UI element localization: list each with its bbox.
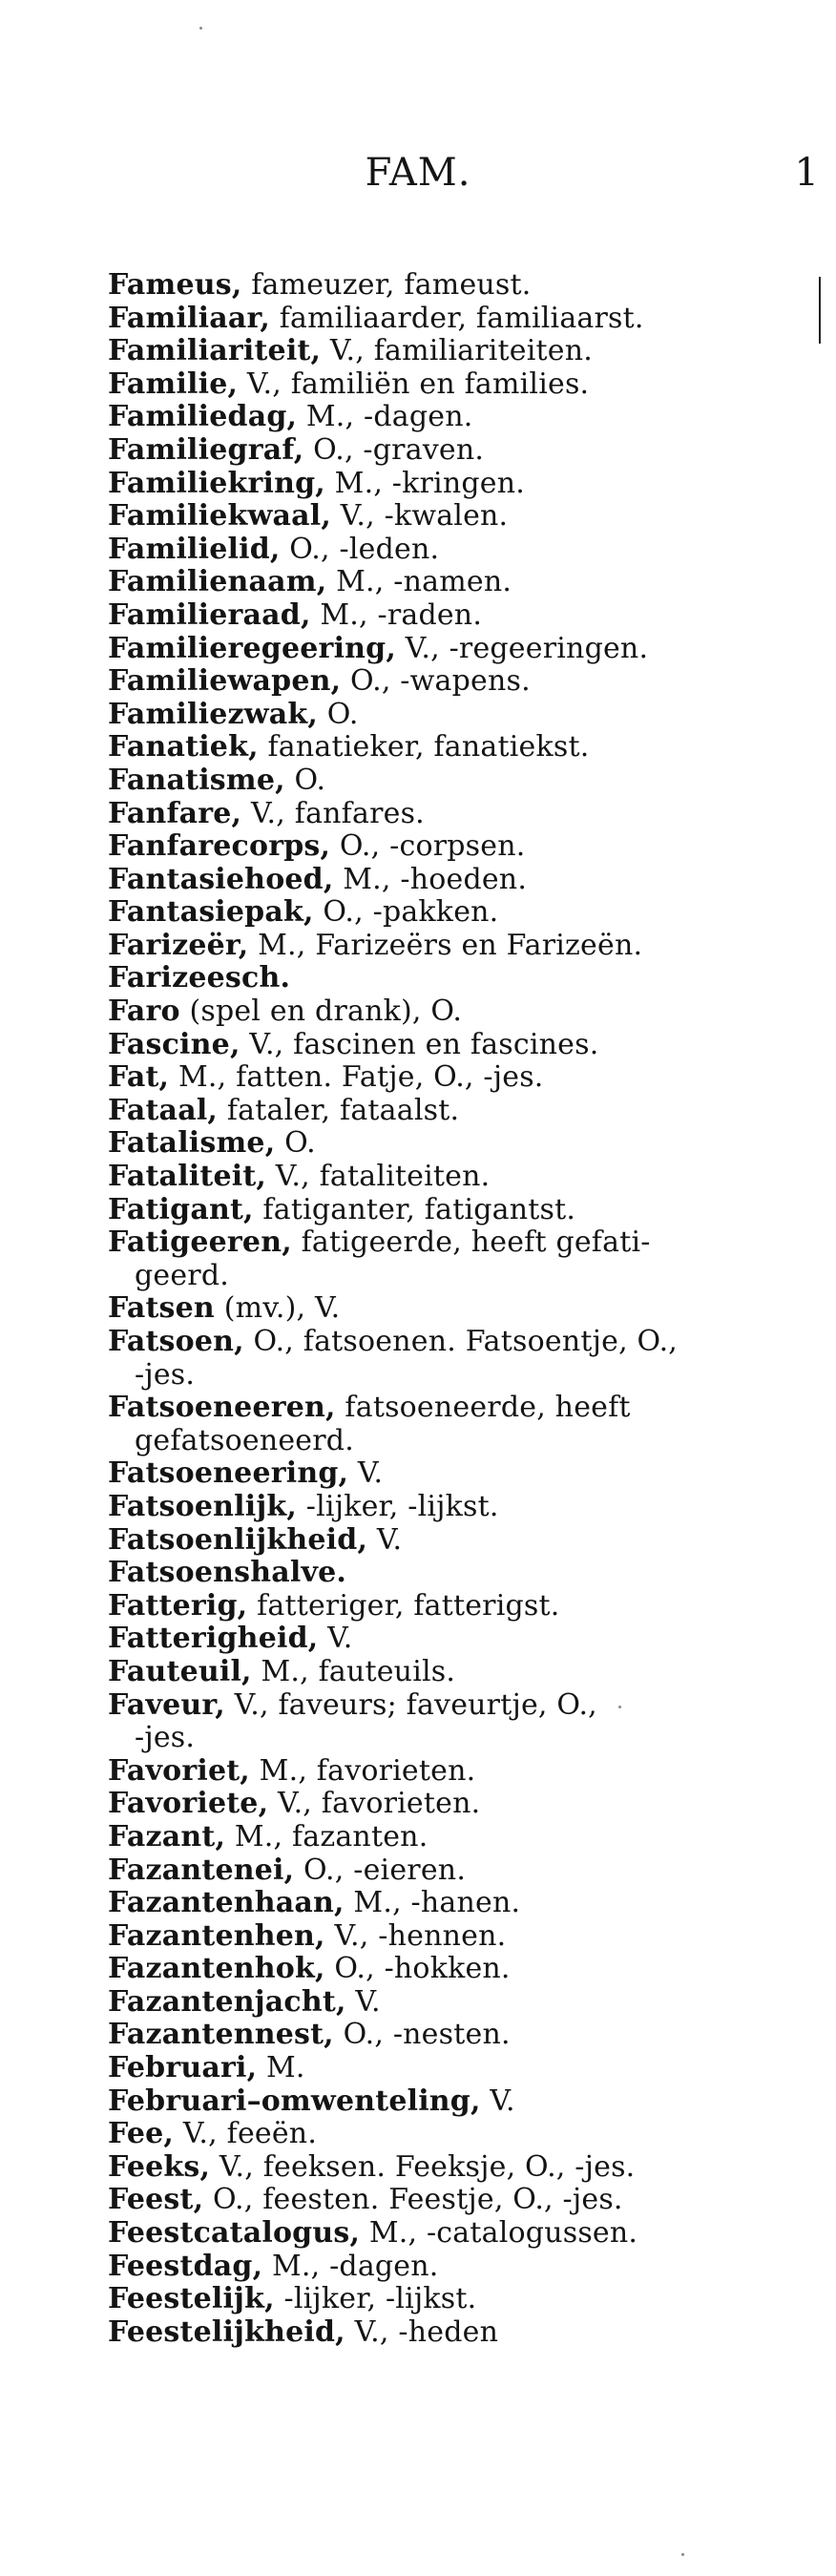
dictionary-entry (108, 1788, 814, 1821)
entry-continuation: geerd. (135, 1258, 229, 1292)
dictionary-entry (108, 1491, 814, 1524)
entry-definition: O. (318, 697, 359, 731)
entry-definition: V., favorieten. (268, 1787, 481, 1821)
dictionary-entry (108, 2217, 814, 2251)
entry-headword: Fatsoeneeren, (108, 1391, 336, 1425)
entry-headword: Fatigeeren, (108, 1225, 292, 1260)
dictionary-entry (108, 566, 814, 599)
entry-definition: M., -dagen. (262, 2249, 439, 2283)
dictionary-entry (108, 1986, 814, 2020)
dictionary-entry (108, 1127, 814, 1161)
entry-headword: Familieraad, (108, 597, 311, 632)
entry-headword: Fazantenhok, (108, 1952, 325, 1986)
dictionary-entry (108, 1392, 814, 1457)
entry-headword: Fanatisme, (108, 763, 285, 797)
entry-definition: V., -hennen. (324, 1918, 507, 1953)
entry-definition: O., -nesten. (333, 2018, 511, 2052)
entry-definition: M., -hanen. (344, 1886, 521, 1920)
dictionary-entry (108, 303, 814, 336)
entry-headword: Familieregeering, (108, 631, 396, 665)
entry-headword: Fameus, (108, 268, 242, 302)
entry-headword: Fazantennest, (108, 2018, 334, 2052)
dictionary-entry (108, 1623, 814, 1656)
dictionary-entry (108, 995, 814, 1029)
dictionary-entry (108, 731, 814, 764)
dictionary-entry (108, 1656, 814, 1689)
entry-definition: V. (480, 2084, 515, 2118)
entry-definition: V. (367, 1522, 403, 1557)
entry-headword: Familiekring, (108, 466, 325, 500)
entry-definition: V., familiën en families. (238, 367, 590, 401)
entry-definition: M., fazanten. (225, 1819, 428, 1853)
entry-continuation: -jes. (135, 1721, 196, 1755)
entry-headword: Fatterigheid, (108, 1622, 319, 1656)
entry-definition: O., feesten. Feestje, O., -jes. (203, 2183, 623, 2217)
dictionary-entry (108, 699, 814, 732)
entry-definition: M., fauteuils. (251, 1654, 456, 1688)
dictionary-entry (108, 534, 814, 567)
entry-headword: Familie, (108, 367, 239, 401)
dictionary-entry (108, 1326, 814, 1392)
dictionary-entry (108, 1557, 814, 1590)
dictionary-entry (108, 2019, 814, 2052)
dictionary-entry (108, 269, 814, 303)
dictionary-entry (108, 633, 814, 666)
dictionary-entry (108, 864, 814, 897)
entry-headword: Favoriet, (108, 1753, 250, 1788)
entry-definition: fatiganter, fatigantst. (253, 1192, 576, 1226)
entry-definition: V., faveurs; faveurtje, O., (224, 1687, 597, 1722)
entry-definition: M., Farizeërs en Farizeën. (248, 928, 643, 962)
entry-definition: O., -leden. (280, 532, 440, 566)
entry-definition: -lijker, -lijkst. (297, 1489, 499, 1523)
entry-headword: Favoriete, (108, 1787, 269, 1821)
dictionary-entry (108, 1226, 814, 1292)
dictionary-entry (108, 896, 814, 930)
entry-headword: Fatsoeneering, (108, 1456, 349, 1491)
entry-definition: M., -namen. (326, 565, 512, 599)
entry-headword: Farizeër, (108, 928, 249, 962)
entry-headword: Familiaar, (108, 301, 270, 335)
entry-headword: Fatalisme, (108, 1126, 276, 1161)
dictionary-entry (108, 1524, 814, 1558)
entry-continuation: gefatsoeneerd. (135, 1423, 354, 1457)
entry-headword: Fanfare, (108, 796, 242, 830)
entry-headword: Fatsoenlijkheid, (108, 1522, 368, 1557)
dictionary-entry (108, 930, 814, 963)
dictionary-entry (108, 665, 814, 699)
entry-headword: Fascine, (108, 1027, 240, 1061)
dictionary-entry (108, 2184, 814, 2217)
entry-definition: O., -wapens. (341, 664, 531, 699)
dictionary-entry (108, 500, 814, 534)
entry-headword: Fatsoenlijk, (108, 1489, 298, 1523)
dictionary-entry (108, 1887, 814, 1920)
dictionary-entry (108, 2118, 814, 2151)
entry-headword: Feest, (108, 2183, 204, 2217)
entry-headword: Fazantenjacht, (108, 1984, 346, 2019)
entry-definition: V., fascinen en fascines. (240, 1027, 599, 1061)
dictionary-entry (108, 962, 814, 995)
dictionary-entry (108, 468, 814, 501)
entry-definition: fatsoeneerde, heeft (335, 1391, 631, 1425)
dictionary-entry (108, 1755, 814, 1789)
entry-definition: O., -hokken. (324, 1952, 511, 1986)
page-number: 1 (794, 151, 819, 195)
entry-definition: M., favorieten. (249, 1753, 476, 1788)
entry-definition: V. (318, 1622, 353, 1656)
dictionary-entry (108, 798, 814, 831)
dictionary-entry (108, 1061, 814, 1095)
entry-definition: O., fatsoenen. Fatsoentje, O., (243, 1325, 679, 1358)
entry-definition: V., -regeeringen. (396, 631, 649, 665)
entry-headword: Fatterig, (108, 1588, 248, 1623)
entry-headword: Fazantenei, (108, 1853, 295, 1887)
dictionary-entry (108, 1590, 814, 1623)
dictionary-entry (108, 1854, 814, 1888)
entry-headword: Feeks, (108, 2149, 211, 2184)
entry-definition: O., -graven. (303, 432, 485, 467)
entry-headword: Fantasiehoed, (108, 862, 334, 896)
entry-definition: V., -heden (345, 2314, 499, 2349)
entry-definition: fatigeerde, heeft gefati- (291, 1225, 651, 1260)
entry-definition: V., fataliteiten. (266, 1160, 491, 1194)
entry-definition: fameuzer, fameust. (241, 268, 532, 302)
entry-headword: Familielid, (108, 532, 281, 566)
dictionary-entry (108, 2283, 814, 2316)
entry-definition: V., familiariteiten. (321, 334, 594, 368)
entry-definition: O., -pakken. (313, 895, 499, 930)
entry-definition: fanatieker, fanatiekst. (258, 730, 590, 764)
entry-headword: Familiariteit, (108, 334, 322, 368)
entry-definition: M. (257, 2051, 305, 2085)
entry-headword: Fataliteit, (108, 1160, 267, 1194)
entry-headword: Feestelijkheid, (108, 2314, 345, 2349)
entry-headword: Familiedag, (108, 400, 298, 434)
entry-definition: M., -raden. (310, 597, 483, 632)
entry-headword: Fatsoen, (108, 1325, 244, 1358)
entry-headword: Fatsen (108, 1291, 215, 1326)
running-head: FAM. (365, 151, 471, 195)
entry-headword: Fee, (108, 2117, 175, 2151)
entry-definition: O., -eieren. (294, 1853, 467, 1887)
entry-definition: fataler, fataalst. (218, 1093, 460, 1127)
entry-definition: M., -dagen. (297, 400, 473, 434)
dictionary-entry (108, 830, 814, 864)
entry-definition: O., -corpsen. (330, 829, 526, 864)
entry-headword: Feestelijk, (108, 2282, 275, 2316)
entry-continuation: -jes. (135, 1357, 196, 1392)
dictionary-entry (108, 2251, 814, 2284)
entry-headword: Fauteuil, (108, 1654, 252, 1688)
dictionary-entry (108, 599, 814, 633)
entry-headword: Fazantenhaan, (108, 1886, 345, 1920)
entry-headword: Fataal, (108, 1093, 219, 1127)
entry-definition: -lijker, -lijkst. (274, 2282, 477, 2316)
entry-list (108, 269, 814, 2349)
dictionary-entry (108, 2085, 814, 2119)
entry-definition: V. (348, 1456, 384, 1491)
entry-headword: Familiekwaal, (108, 499, 332, 534)
dictionary-entry (108, 1194, 814, 1227)
dictionary-entry (108, 368, 814, 402)
entry-definition: V., feeksen. Feeksje, O., -jes. (210, 2149, 636, 2184)
dictionary-entry (108, 1029, 814, 1062)
entry-definition: M., -kringen. (324, 466, 525, 500)
speck-mark (199, 27, 202, 30)
dictionary-entry (108, 2151, 814, 2185)
dictionary-entry (108, 401, 814, 434)
entry-headword: Februari, (108, 2051, 258, 2085)
entry-definition: M., -hoeden. (333, 862, 528, 896)
entry-headword: Fantasiepak, (108, 895, 314, 930)
entry-definition: V., feeën. (174, 2117, 318, 2151)
entry-headword: Familienaam, (108, 565, 327, 599)
entry-definition: V., fanfares. (241, 796, 425, 830)
speck-mark (681, 2553, 684, 2556)
entry-definition: familiaarder, familiaarst. (269, 301, 644, 335)
entry-headword: Feestdag, (108, 2249, 263, 2283)
entry-definition: O. (275, 1126, 316, 1161)
entry-definition: fatteriger, fatterigst. (247, 1588, 560, 1623)
dictionary-entry (108, 1920, 814, 1954)
dictionary-entry (108, 1953, 814, 1986)
entry-headword: Familiezwak, (108, 697, 319, 731)
entry-headword: Februari–omwenteling, (108, 2084, 481, 2118)
entry-headword: Faro (108, 995, 180, 1029)
dictionary-entry (108, 1821, 814, 1854)
entry-definition: V., -kwalen. (331, 499, 509, 534)
entry-headword: Fatsoenshalve. (108, 1556, 347, 1590)
margin-rule (819, 277, 821, 344)
entry-definition: M., fatten. Fatje, O., -jes. (169, 1060, 544, 1095)
entry-headword: Fat, (108, 1060, 170, 1095)
dictionary-entry (108, 2052, 814, 2085)
dictionary-entry (108, 1095, 814, 1128)
entry-definition: O. (284, 763, 326, 797)
entry-headword: Fanfarecorps, (108, 829, 331, 864)
entry-headword: Faveur, (108, 1687, 225, 1722)
entry-definition: V. (345, 1984, 381, 2019)
entry-headword: Familiewapen, (108, 664, 342, 699)
entry-definition: (mv.), V. (214, 1291, 341, 1326)
entry-headword: Familiegraf, (108, 432, 304, 467)
dictionary-entry (108, 335, 814, 368)
dictionary-entry (108, 1292, 814, 1326)
entry-headword: Fazantenhen, (108, 1918, 325, 1953)
dictionary-entry (108, 1689, 814, 1755)
entry-headword: Fanatiek, (108, 730, 259, 764)
dictionary-entry (108, 764, 814, 798)
entry-definition: (spel en drank), O. (179, 995, 463, 1029)
entry-headword: Farizeesch. (108, 961, 291, 995)
entry-headword: Fatigant, (108, 1192, 254, 1226)
dictionary-entry (108, 1161, 814, 1194)
dictionary-entry (108, 434, 814, 468)
entry-headword: Feestcatalogus, (108, 2216, 361, 2251)
dictionary-entry (108, 2316, 814, 2350)
entry-definition: M., -catalogussen. (360, 2216, 638, 2251)
dictionary-entry (108, 1457, 814, 1491)
entry-headword: Fazant, (108, 1819, 226, 1853)
